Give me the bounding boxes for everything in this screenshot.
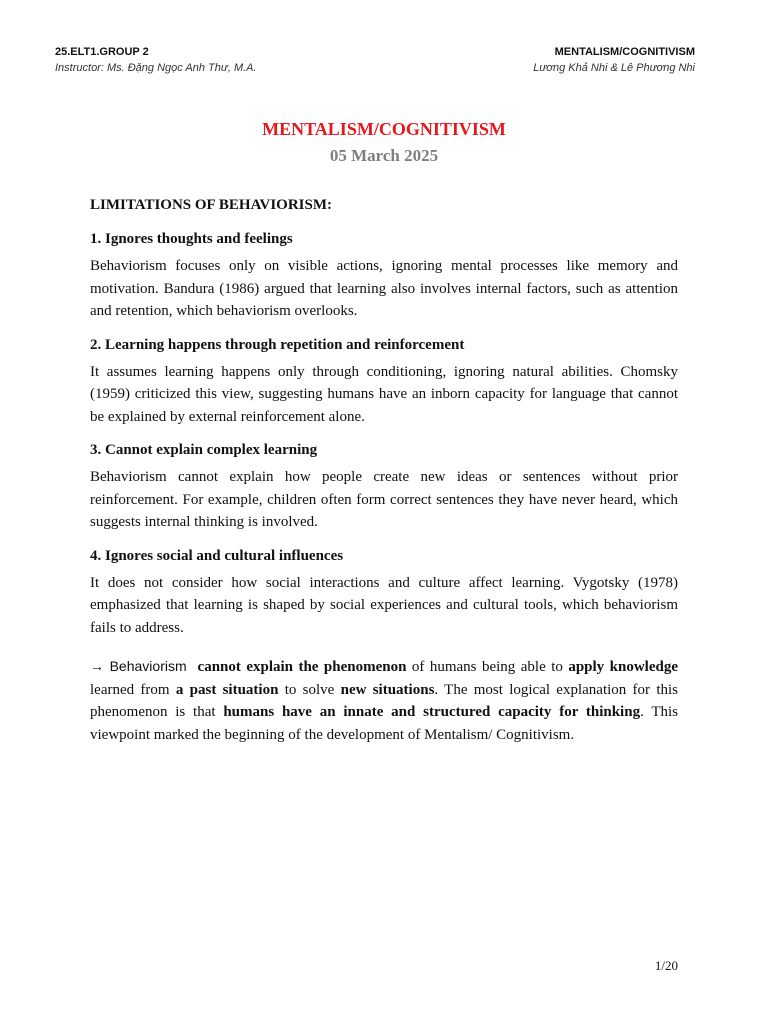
page-header [55, 44, 695, 76]
conclusion-arrow-lead: → Behaviorism [90, 658, 187, 674]
header-topic: MENTALISM/COGNITIVISM [554, 46, 695, 58]
document-title: MENTALISM/COGNITIVISM [262, 119, 506, 139]
conclusion-bold-4: new situations [340, 681, 435, 698]
conclusion-bold-1: cannot explain the phenomenon [197, 659, 407, 675]
conclusion-text-2: learned from [90, 681, 176, 698]
item-text-3: Behaviorism cannot explain how people create new ideas or sentences without prior reinforcement. For example, children often form correct sentences they have never heard, which suggests internal thinking is involved. [90, 469, 678, 530]
item-heading-4: 4. Ignores social and cultural influences [90, 547, 344, 564]
item-text-4: It does not consider how social interactions and culture affect learning. Vygotsky (1978) emphasized that learning is shaped by social experiences and cultural tools, which behaviorism fails to address. [90, 574, 678, 636]
conclusion-bold-2: apply knowledge [568, 659, 678, 675]
item-heading-3: 3. Cannot explain complex learning [90, 442, 318, 458]
conclusion-paragraph [90, 655, 678, 746]
conclusion-text-5: . This viewpoint marked the beginning of the development of Mentalism/ Cognitivism. [90, 704, 679, 743]
conclusion-bold-5: humans have an innate and structured capacity for thinking [223, 704, 641, 720]
conclusion-bold-3: a past situation [175, 681, 279, 698]
page-number: 1/20 [654, 958, 678, 973]
authors: Lương Khả Nhi & Lê Phương Nhi [533, 62, 695, 74]
header-row-bottom [55, 60, 695, 76]
item-heading-2: 2. Learning happens through repetition and reinforcement [90, 336, 465, 353]
header-row-top [55, 44, 695, 60]
item-text-2: It assumes learning happens only through conditioning, ignoring natural abilities. Chomsky (1959) criticized this view, suggesting humans have an inborn capacity for language that cannot be explained by external reinforcement alone. [90, 363, 678, 425]
item-text-1: Behaviorism focuses only on visible actions, ignoring mental processes like memory and motivation. Bandura (1986) argued that learning also involves internal factors, such as attention and retention, which behaviorism overlooks. [90, 258, 678, 319]
conclusion-text-1: of humans being able to [406, 659, 569, 675]
conclusion-text-4: . The most logical explanation for this phenomenon is that [90, 681, 678, 720]
document-body [90, 195, 678, 761]
instructor-name: Instructor: Ms. Đặng Ngọc Anh Thư, M.A. [55, 62, 257, 74]
document-date: 05 March 2025 [329, 146, 439, 165]
course-group: 25.ELT1.GROUP 2 [55, 46, 149, 58]
section-heading: LIMITATIONS OF BEHAVIORISM: [90, 197, 332, 213]
item-heading-1: 1. Ignores thoughts and feelings [90, 231, 293, 247]
conclusion-text-3: to solve [278, 681, 341, 698]
